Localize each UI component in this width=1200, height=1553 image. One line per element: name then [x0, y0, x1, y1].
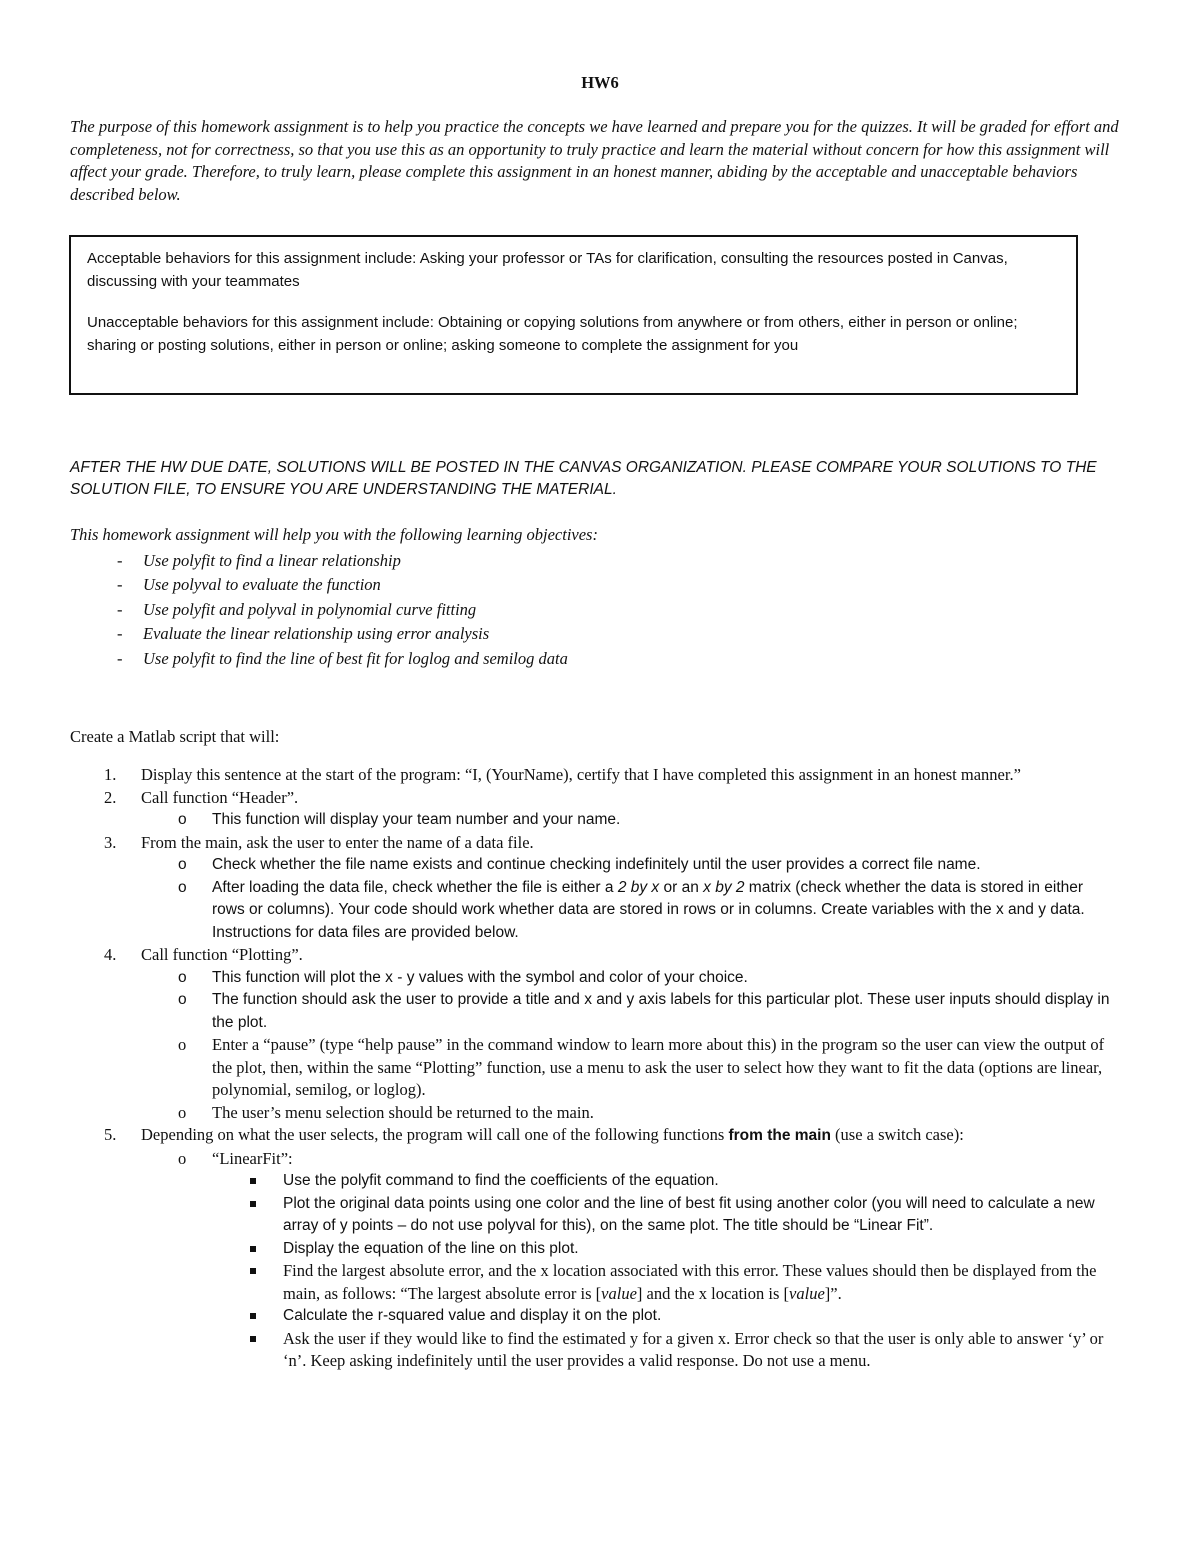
circle-marker: o — [178, 1148, 187, 1168]
sub-item-text: After loading the data file, check whether the file is either a — [212, 878, 618, 896]
square-bullet-icon — [250, 1268, 256, 1274]
step-4-subitems — [141, 967, 1120, 1125]
behaviors-box — [69, 235, 1078, 395]
square-bullet-icon — [250, 1313, 256, 1319]
bullet-item — [212, 1170, 1120, 1193]
objective-item — [70, 598, 1130, 623]
square-bullet-icon — [250, 1336, 256, 1342]
circle-marker: o — [178, 878, 187, 896]
sub-item-text: or an — [659, 878, 704, 896]
step-5 — [70, 1124, 1120, 1373]
bullet-text: ] and the x location is [ — [636, 1283, 790, 1303]
objective-text: Use polyfit to find the line of best fit for loglog and semilog data — [143, 648, 568, 668]
objective-item — [70, 549, 1130, 574]
value-placeholder: value — [789, 1283, 825, 1303]
step-number: 2. — [104, 787, 117, 807]
sub-item — [141, 967, 1120, 990]
solutions-notice: AFTER THE HW DUE DATE, SOLUTIONS WILL BE POSTED IN THE CANVAS ORGANIZATION. PLEASE COMPARE YOUR SOLUTIONS TO THE SOLUTION FILE, TO ENSURE YOU ARE UNDERSTANDING THE MATERIAL. — [70, 459, 1097, 498]
step-1 — [70, 764, 1120, 787]
step-number: 3. — [104, 832, 117, 852]
document-title: HW6 — [581, 73, 619, 92]
unacceptable-behaviors: Unacceptable behaviors for this assignment include: Obtaining or copying solutions from anywhere or from others, either in person or online; sharing or posting solutions, either in person or online; asking someone to complete the assignment for you — [87, 314, 1018, 354]
matrix-shape-x-by-2: x by 2 — [703, 878, 745, 896]
sub-item-text: “LinearFit”: — [212, 1148, 293, 1168]
sub-item — [141, 1034, 1120, 1102]
sub-item-text: This function will plot the x - y values with the symbol and color of your choice. — [212, 968, 748, 986]
objectives-list — [70, 549, 1130, 672]
circle-marker: o — [178, 856, 187, 873]
step-4 — [70, 944, 1120, 1124]
square-bullet-icon — [250, 1246, 256, 1252]
objective-item — [70, 622, 1130, 647]
sub-item-text: matrix (check whether the data is stored in either rows or columns). Your code should work whether data are stored in rows or in columns. Create variables with the x and y data. Instructions for data files are provided below. — [212, 878, 1085, 941]
step-3 — [70, 832, 1120, 945]
objective-text: Use polyval to evaluate the function — [143, 575, 381, 594]
sub-item — [141, 1102, 1120, 1125]
circle-marker: o — [178, 991, 187, 1008]
step-2 — [70, 787, 1120, 832]
bullet-item — [212, 1328, 1120, 1373]
sub-item-text: Enter a “pause” (type “help pause” in the command window to learn more about this) in the program so the user can view the output of the plot, then, within the same “Plotting” function, use a menu to ask the user to select how they want to fit the data (options are linear, polynomial, semilog, or loglog). — [212, 1035, 1105, 1099]
step-text: (use a switch case): — [830, 1125, 964, 1144]
circle-marker: o — [178, 1035, 187, 1054]
step-text-emphasis: from the main — [728, 1127, 831, 1144]
step-text: Depending on what the user selects, the program will call one of the following functions — [141, 1125, 729, 1144]
step-text: From the main, ask the user to enter the name of a data file. — [141, 832, 534, 852]
dash-marker: - — [117, 550, 123, 570]
step-number: 5. — [104, 1125, 117, 1144]
sub-item-text: The user’s menu selection should be returned to the main. — [212, 1102, 594, 1122]
sub-item-text: This function will display your team number and your name. — [212, 811, 621, 828]
dash-marker: - — [117, 599, 123, 619]
bullet-item — [212, 1305, 1120, 1328]
step-text: Display this sentence at the start of the program: “I, (YourName), certify that I have completed this assignment in an honest manner.” — [141, 765, 1021, 784]
circle-marker: o — [178, 1102, 187, 1122]
circle-marker: o — [178, 968, 187, 986]
bullet-text: ]”. — [824, 1283, 842, 1303]
step-number: 1. — [104, 765, 117, 784]
acceptable-behaviors: Acceptable behaviors for this assignment include: Asking your professor or TAs for clarification, consulting the resources posted in Canvas, discussing with your teammates — [87, 250, 1008, 290]
objective-item — [70, 647, 1130, 672]
bullet-text: Plot the original data points using one color and the line of best fit using another color (you will need to calculate a new array of y points – do not use polyval for this), on the same plot. The title should be “Linear Fit”. — [283, 1194, 1095, 1234]
sub-item — [141, 877, 1120, 945]
objective-item — [70, 573, 1130, 598]
bullet-text: Display the equation of the line on this plot. — [283, 1239, 579, 1257]
instruction-steps — [70, 764, 1120, 1373]
create-script-intro: Create a Matlab script that will: — [70, 727, 280, 746]
bullet-item — [212, 1193, 1120, 1238]
objective-text: Use polyfit to find a linear relationship — [143, 550, 401, 570]
bullet-text: Calculate the r-squared value and display it on the plot. — [283, 1307, 662, 1324]
bullet-item — [212, 1260, 1120, 1305]
purpose-paragraph: The purpose of this homework assignment is to help you practice the concepts we have learned and prepare you for the quizzes. It will be graded for effort and completeness, not for correctness, so that you use this as an opportunity to truly practice and learn the material without concern for how this assignment will affect your grade. Therefore, to truly learn, please complete this assignment in an honest manner, abiding by the acceptable and unacceptable behaviors described below. — [70, 117, 1119, 204]
circle-marker: o — [178, 811, 187, 828]
value-placeholder: value — [601, 1283, 637, 1303]
objective-text: Use polyfit and polyval in polynomial curve fitting — [143, 599, 477, 619]
step-number: 4. — [104, 945, 117, 964]
step-text: Call function “Header”. — [141, 787, 299, 807]
sub-item — [141, 989, 1120, 1034]
bullet-item — [212, 1238, 1120, 1261]
matrix-shape-2-by-x: 2 by x — [617, 878, 660, 896]
bullet-text: Ask the user if they would like to find the estimated y for a given x. Error check so that the user is only able to answer ‘y’ or ‘n’. Keep asking indefinitely until the user provides a valid response. Do not use a menu. — [283, 1328, 1104, 1370]
learning-objectives — [70, 524, 1130, 671]
objective-text: Evaluate the linear relationship using error analysis — [143, 624, 490, 643]
dash-marker: - — [117, 624, 123, 643]
sub-item-linearfit — [141, 1148, 1120, 1373]
bullet-text: Use the polyfit command to find the coefficients of the equation. — [283, 1172, 719, 1189]
dash-marker: - — [117, 648, 123, 668]
linearfit-bullets — [212, 1170, 1120, 1373]
sub-item-text: The function should ask the user to provide a title and x and y axis labels for this particular plot. These user inputs should display in the plot. — [212, 991, 1110, 1031]
step-2-subitems — [141, 809, 1120, 832]
objectives-intro: This homework assignment will help you with the following learning objectives: — [70, 525, 598, 544]
square-bullet-icon — [250, 1201, 256, 1207]
dash-marker: - — [117, 575, 123, 594]
step-3-subitems — [141, 854, 1120, 944]
step-5-subitems — [141, 1148, 1120, 1373]
sub-item — [141, 809, 1120, 832]
square-bullet-icon — [250, 1178, 256, 1184]
sub-item — [141, 854, 1120, 877]
bullet-text: Find the largest absolute error, and the x location associated with this error. These values should then be displayed from the main, as follows: “The largest absolute error is [ — [283, 1261, 1097, 1303]
sub-item-text: Check whether the file name exists and continue checking indefinitely until the user provides a correct file name. — [212, 856, 981, 873]
step-text: Call function “Plotting”. — [141, 945, 303, 964]
